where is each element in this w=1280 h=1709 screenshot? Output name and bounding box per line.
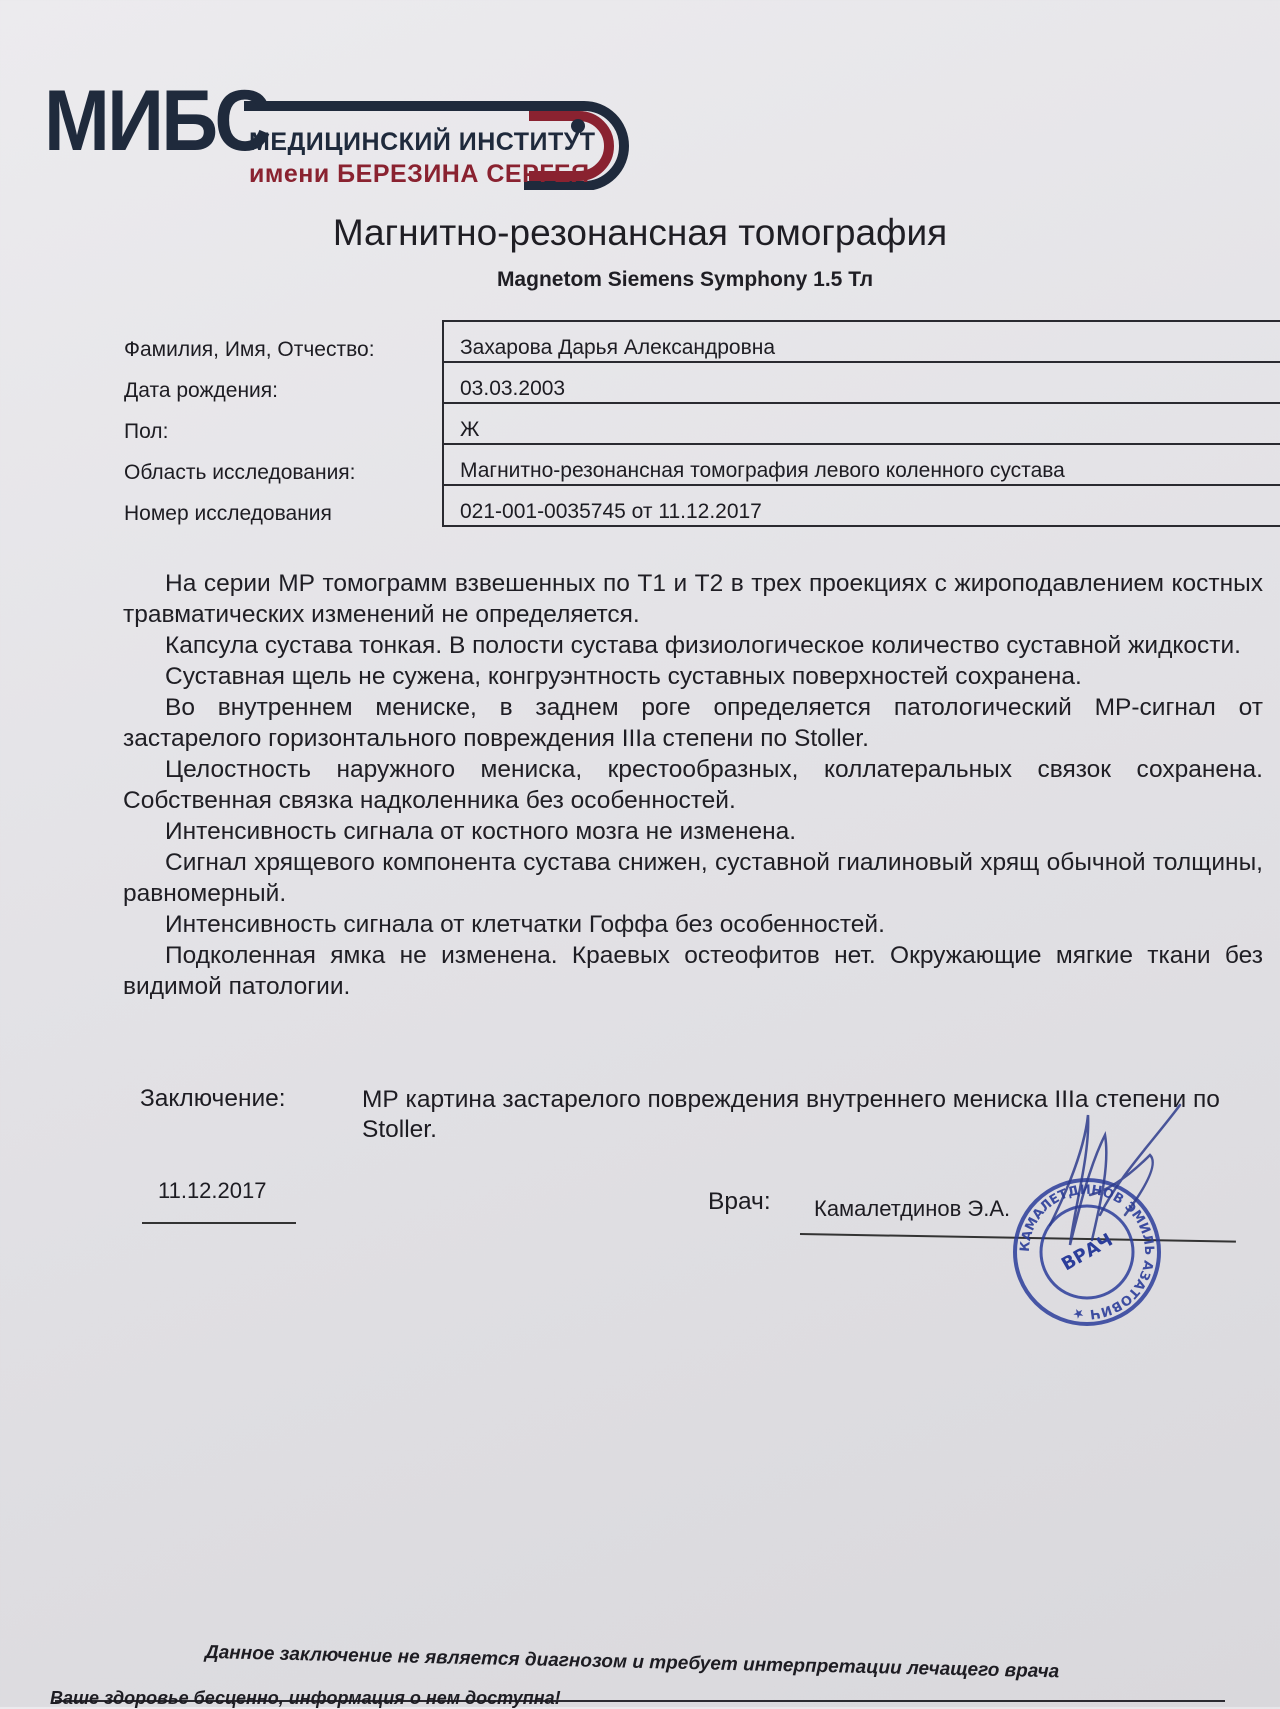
- info-label: Фамилия, Имя, Отчество:: [124, 338, 375, 361]
- logo-mark: МИБС: [44, 73, 269, 169]
- doctor-label: Врач:: [708, 1188, 771, 1215]
- report-date: 11.12.2017: [158, 1178, 267, 1203]
- conclusion-label: Заключение:: [140, 1085, 286, 1112]
- info-row-name: [124, 320, 1280, 361]
- info-label: Дата рождения:: [124, 379, 278, 402]
- page-title: Магнитно-резонансная томография: [332, 212, 948, 253]
- info-row-area: [124, 443, 1280, 484]
- finding-paragraph: Капсула сустава тонкая. В полости сустава физиологическое количество суставной жидкости.: [165, 632, 1241, 659]
- finding-paragraph: Целостность наружного мениска, крестообразных, коллатеральных связок сохранена. Собственная связка надколенника без особенностей.: [123, 756, 1263, 814]
- logo-name: имени БЕРЕЗИНА СЕРГЕЯ: [249, 160, 590, 188]
- finding-paragraph: Интенсивность сигнала от костного мозга не изменена.: [165, 818, 797, 845]
- info-row-birthdate: [124, 361, 1280, 402]
- info-value: 021-001-0035745 от 11.12.2017: [460, 500, 762, 523]
- stamp-center-text: ВРАЧ: [1058, 1229, 1117, 1276]
- info-value: Ж: [460, 418, 480, 441]
- info-label: Номер исследования: [124, 502, 332, 525]
- finding-paragraph: На серии МР томограмм взвешенных по Т1 и Т2 в трех проекциях с жироподавлением костных травматических изменений не определяется.: [123, 570, 1263, 628]
- finding-paragraph: Сигнал хрящевого компонента сустава снижен, суставной гиалиновый хрящ обычной толщины, равномерный.: [123, 849, 1263, 907]
- findings-text: [123, 568, 1263, 1002]
- doctor-name: Камалетдинов Э.А.: [814, 1196, 1011, 1221]
- footer-note: Ваше здоровье бесценно, информация о нем доступна!: [50, 1688, 561, 1708]
- finding-paragraph: Суставная щель не сужена, конгруэнтность суставных поверхностей сохранена.: [165, 663, 1082, 690]
- finding-paragraph: Интенсивность сигнала от клетчатки Гоффа без особенностей.: [165, 911, 885, 938]
- info-value: Захарова Дарья Александровна: [460, 336, 776, 359]
- finding-paragraph: Во внутреннем мениске, в заднем роге определяется патологический МР-сигнал от застарелого горизонтального повреждения IIIa степени по Stoller.: [123, 694, 1263, 752]
- conclusion-text: МР картина застарелого повреждения внутреннего мениска IIIa степени по Stoller.: [362, 1086, 1220, 1143]
- finding-paragraph: Подколенная ямка не изменена. Краевых остеофитов нет. Окружающие мягкие ткани без видимой патологии.: [123, 942, 1263, 1000]
- stamp-ring-text: КАМАЛЕТДИНОВ ЭМИЛЬ АЗАТОВИЧ ★: [1017, 1182, 1157, 1322]
- info-label: Область исследования:: [124, 461, 356, 484]
- info-label: Пол:: [124, 420, 169, 443]
- info-row-sex: [124, 402, 1280, 443]
- footer-disclaimer: Данное заключение не является диагнозом и требует интерпретации лечащего врача: [204, 1642, 1060, 1683]
- mibs-logo: [44, 73, 644, 188]
- info-row-study-number: [124, 484, 1280, 525]
- info-value: Магнитно-резонансная томография левого коленного сустава: [460, 459, 1065, 482]
- date-underline: [142, 1222, 296, 1224]
- doctor-signature-icon: [1030, 1095, 1200, 1255]
- page-subtitle: Magnetom Siemens Symphony 1.5 Тл: [496, 268, 874, 291]
- logo-institute: МЕДИЦИНСКИЙ ИНСТИТУТ: [249, 128, 596, 156]
- patient-info-table: [124, 320, 1280, 527]
- info-value: 03.03.2003: [460, 377, 566, 400]
